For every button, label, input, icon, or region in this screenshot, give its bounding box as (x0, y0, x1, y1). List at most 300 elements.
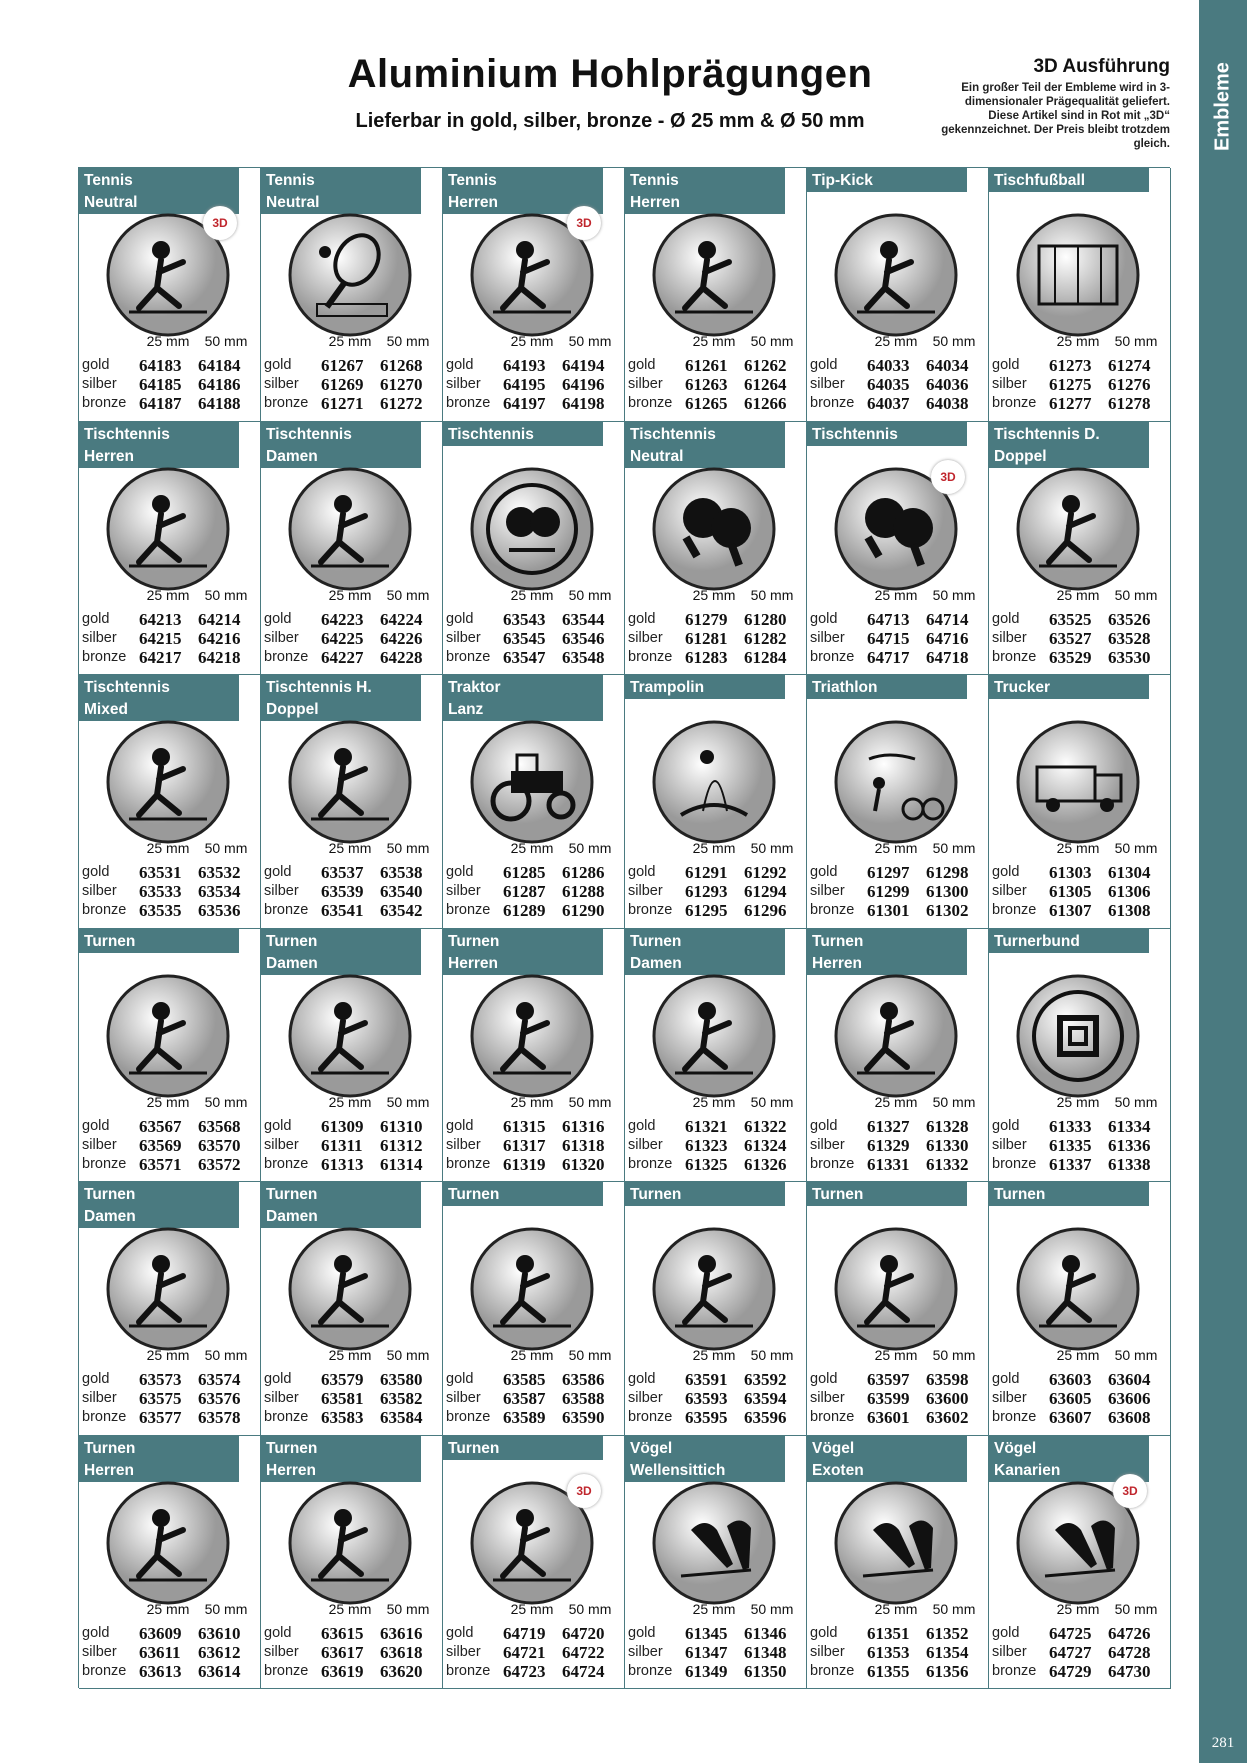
note-title: 3D Ausführung (1033, 56, 1170, 77)
article-number: 63616 (380, 1623, 423, 1643)
code-row (810, 1370, 988, 1389)
code-row (446, 394, 624, 413)
size-header (139, 333, 257, 349)
metal-label: silber (446, 883, 481, 899)
metal-label: bronze (992, 648, 1037, 665)
metal-label: bronze (446, 395, 491, 411)
size-header (867, 1347, 985, 1363)
article-number: 61293 (685, 882, 728, 901)
article-number: 61283 (685, 647, 728, 667)
article-number: 61317 (503, 1135, 546, 1155)
article-number: 61314 (380, 1154, 423, 1174)
metal-label: bronze (82, 1662, 127, 1679)
emblem-card (989, 929, 1171, 1183)
size-small-label: 25 mm (146, 586, 190, 603)
size-header (321, 1094, 439, 1110)
article-number: 63583 (321, 1408, 364, 1427)
article-number: 64036 (926, 375, 969, 394)
size-large-label: 50 mm (750, 586, 794, 603)
size-small-label: 25 mm (510, 840, 554, 856)
article-number: 61307 (1049, 901, 1092, 920)
code-row (810, 648, 988, 667)
article-number: 64714 (926, 609, 969, 629)
code-row (264, 610, 442, 629)
article-codes (628, 1370, 806, 1427)
emblem-card (79, 168, 261, 422)
metal-label: silber (810, 1643, 845, 1660)
size-large-label: 50 mm (386, 586, 430, 603)
article-number: 64717 (867, 647, 910, 667)
article-number: 63572 (198, 1154, 241, 1174)
metal-label: gold (264, 864, 292, 880)
metal-label: bronze (628, 648, 673, 665)
metal-label: gold (82, 357, 110, 373)
article-number: 61345 (685, 1623, 728, 1643)
metal-label: bronze (264, 395, 309, 411)
article-number: 63543 (503, 609, 546, 629)
size-header (867, 587, 985, 603)
turnerbund-icon (1015, 973, 1141, 1099)
article-number: 63619 (321, 1661, 364, 1681)
metal-label: bronze (264, 902, 309, 918)
size-large-label: 50 mm (750, 1347, 794, 1363)
article-number: 63590 (562, 1408, 605, 1427)
article-number: 61347 (685, 1642, 728, 1662)
article-number: 64038 (926, 394, 969, 413)
metal-label: gold (628, 357, 656, 373)
metal-label: silber (810, 1390, 845, 1406)
metal-label: gold (264, 357, 292, 373)
article-number: 64196 (562, 375, 605, 394)
metal-label: bronze (82, 395, 127, 411)
article-number: 64726 (1108, 1623, 1151, 1643)
article-number: 63580 (380, 1370, 423, 1389)
size-large-label: 50 mm (1114, 1093, 1158, 1110)
article-number: 61292 (744, 863, 787, 882)
size-large-label: 50 mm (204, 1347, 248, 1363)
code-row (82, 356, 260, 375)
article-number: 61294 (744, 882, 787, 901)
article-number: 61329 (867, 1135, 910, 1155)
article-codes (264, 610, 442, 667)
article-number: 61289 (503, 901, 546, 920)
article-codes (810, 1370, 988, 1427)
size-header (503, 1094, 621, 1110)
code-row (82, 1643, 260, 1662)
article-codes (264, 1117, 442, 1174)
emblem-title: Vögel Kanarien (989, 1436, 1149, 1482)
emblem-card (261, 168, 443, 422)
emblem-title: Turnerbund (989, 929, 1149, 953)
article-number: 61352 (926, 1623, 969, 1643)
article-number: 61273 (1049, 356, 1092, 375)
article-number: 63581 (321, 1389, 364, 1408)
code-row (446, 629, 624, 648)
metal-label: gold (264, 610, 292, 627)
article-number: 63532 (198, 863, 241, 882)
article-number: 63600 (926, 1389, 969, 1408)
metal-label: bronze (810, 902, 855, 918)
article-number: 61266 (744, 394, 787, 413)
metal-label: silber (264, 1136, 299, 1153)
code-row (628, 1155, 806, 1174)
article-number: 61280 (744, 609, 787, 629)
emblem-title: Tischtennis Mixed (79, 675, 239, 721)
size-small-label: 25 mm (874, 840, 918, 856)
article-codes (82, 1624, 260, 1681)
article-number: 61351 (867, 1623, 910, 1643)
metal-label: bronze (810, 395, 855, 411)
article-number: 61348 (744, 1642, 787, 1662)
metal-label: gold (810, 1371, 838, 1387)
size-small-label: 25 mm (328, 333, 372, 349)
size-small-label: 25 mm (874, 586, 918, 603)
article-number: 64186 (198, 375, 241, 394)
metal-label: silber (628, 629, 663, 646)
emblem-card (989, 675, 1171, 929)
metal-label: bronze (264, 1409, 309, 1425)
emblem-title: Trampolin (625, 675, 785, 699)
article-codes (82, 610, 260, 667)
article-number: 61349 (685, 1661, 728, 1681)
article-number: 61303 (1049, 863, 1092, 882)
article-number: 61336 (1108, 1135, 1151, 1155)
size-header (321, 1347, 439, 1363)
size-header (867, 840, 985, 856)
code-row (628, 648, 806, 667)
code-row (992, 648, 1170, 667)
metal-label: gold (264, 1371, 292, 1387)
article-number: 64216 (198, 628, 241, 648)
metal-label: silber (82, 629, 117, 646)
emblem-card (807, 929, 989, 1183)
size-large-label: 50 mm (932, 1093, 976, 1110)
size-large-label: 50 mm (932, 586, 976, 603)
metal-label: silber (810, 883, 845, 899)
gymnast-icon (833, 1226, 959, 1352)
metal-label: silber (992, 1390, 1027, 1406)
badge-3d: 3D (1113, 1474, 1147, 1508)
size-large-label: 50 mm (932, 1347, 976, 1363)
code-row (82, 1624, 260, 1643)
emblem-title: Turnen Damen (625, 929, 785, 975)
emblem-card (807, 1182, 989, 1436)
metal-label: bronze (446, 648, 491, 665)
article-number: 63607 (1049, 1408, 1092, 1427)
size-large-label: 50 mm (386, 333, 430, 349)
metal-label: gold (628, 864, 656, 880)
metal-label: silber (628, 1390, 663, 1406)
metal-label: silber (992, 1136, 1027, 1153)
size-header (139, 587, 257, 603)
code-row (992, 901, 1170, 920)
size-header (321, 840, 439, 856)
article-number: 61271 (321, 394, 364, 413)
gymnast-icon (1015, 1226, 1141, 1352)
metal-label: gold (810, 864, 838, 880)
article-number: 61350 (744, 1661, 787, 1681)
article-codes (992, 1370, 1170, 1427)
size-header (685, 1347, 803, 1363)
article-codes (264, 863, 442, 920)
code-row (264, 1370, 442, 1389)
triathlon-icon (833, 719, 959, 845)
article-number: 64037 (867, 394, 910, 413)
code-row (82, 1117, 260, 1136)
article-number: 64193 (503, 356, 546, 375)
article-number: 61267 (321, 356, 364, 375)
size-large-label: 50 mm (932, 1600, 976, 1617)
article-number: 61323 (685, 1135, 728, 1155)
code-row (992, 610, 1170, 629)
size-large-label: 50 mm (1114, 1600, 1158, 1617)
article-number: 63582 (380, 1389, 423, 1408)
article-number: 61310 (380, 1116, 423, 1136)
gymnast-icon (287, 1226, 413, 1352)
code-row (446, 1662, 624, 1681)
code-row (992, 1136, 1170, 1155)
article-codes (810, 356, 988, 413)
article-number: 63575 (139, 1389, 182, 1408)
code-row (992, 1624, 1170, 1643)
size-small-label: 25 mm (692, 1347, 736, 1363)
badge-3d: 3D (931, 460, 965, 494)
emblem-card (807, 168, 989, 422)
article-number: 61300 (926, 882, 969, 901)
size-large-label: 50 mm (568, 333, 612, 349)
code-row (446, 610, 624, 629)
code-row (446, 1389, 624, 1408)
code-row (446, 356, 624, 375)
article-codes (992, 610, 1170, 667)
code-row (628, 1370, 806, 1389)
gymnast-icon (105, 973, 231, 1099)
metal-label: silber (82, 883, 117, 899)
emblem-title: Turnen (443, 1182, 603, 1206)
size-large-label: 50 mm (568, 586, 612, 603)
code-row (264, 356, 442, 375)
code-row (628, 394, 806, 413)
emblem-card (625, 168, 807, 422)
size-small-label: 25 mm (146, 1600, 190, 1617)
size-large-label: 50 mm (568, 1093, 612, 1110)
size-large-label: 50 mm (386, 1093, 430, 1110)
metal-label: silber (810, 629, 845, 646)
article-number: 64215 (139, 628, 182, 648)
article-number: 63591 (685, 1370, 728, 1389)
emblem-title: Tischtennis H. Doppel (261, 675, 421, 721)
article-number: 63611 (139, 1642, 181, 1662)
size-header (1049, 1601, 1167, 1617)
code-row (628, 1662, 806, 1681)
metal-label: gold (992, 357, 1020, 373)
code-row (82, 901, 260, 920)
size-header (503, 840, 621, 856)
article-number: 63620 (380, 1661, 423, 1681)
article-number: 63606 (1108, 1389, 1151, 1408)
emblem-title: Tischtennis D. Doppel (989, 422, 1149, 468)
size-small-label: 25 mm (692, 333, 736, 349)
article-number: 64033 (867, 356, 910, 375)
article-number: 63592 (744, 1370, 787, 1389)
gymnast-icon (105, 1480, 231, 1606)
code-row (992, 1370, 1170, 1389)
code-row (82, 610, 260, 629)
size-small-label: 25 mm (146, 840, 190, 856)
emblem-title: Tennis Neutral (79, 168, 239, 214)
article-number: 61346 (744, 1623, 787, 1643)
size-large-label: 50 mm (568, 1600, 612, 1617)
table-tennis-doubles-icon (105, 719, 231, 845)
metal-label: gold (992, 1117, 1020, 1134)
metal-label: gold (810, 1624, 838, 1641)
size-large-label: 50 mm (204, 840, 248, 856)
article-number: 63541 (321, 901, 364, 920)
size-large-label: 50 mm (568, 1347, 612, 1363)
foosball-icon (1015, 212, 1141, 338)
size-header (867, 333, 985, 349)
metal-label: silber (628, 1136, 663, 1153)
metal-label: gold (628, 1624, 656, 1641)
metal-label: bronze (446, 1409, 491, 1425)
article-number: 63588 (562, 1389, 605, 1408)
sidebar-label: Embleme (1211, 62, 1234, 152)
metal-label: bronze (82, 648, 127, 665)
code-row (82, 1389, 260, 1408)
metal-label: bronze (82, 902, 127, 918)
metal-label: bronze (628, 1409, 673, 1425)
code-row (810, 1136, 988, 1155)
size-small-label: 25 mm (1056, 586, 1100, 603)
size-header (1049, 1347, 1167, 1363)
article-number: 63584 (380, 1408, 423, 1427)
code-row (82, 648, 260, 667)
gymnast-icon (105, 1226, 231, 1352)
code-row (446, 1117, 624, 1136)
size-header (503, 333, 621, 349)
article-number: 63544 (562, 609, 605, 629)
article-number: 63534 (198, 882, 241, 901)
article-number: 64195 (503, 375, 546, 394)
article-number: 61298 (926, 863, 969, 882)
article-number: 63538 (380, 863, 423, 882)
code-row (264, 375, 442, 394)
article-number: 61297 (867, 863, 910, 882)
article-codes (628, 610, 806, 667)
emblem-card (261, 422, 443, 676)
code-row (264, 1155, 442, 1174)
article-number: 64228 (380, 647, 423, 667)
code-row (810, 610, 988, 629)
size-large-label: 50 mm (204, 333, 248, 349)
code-row (82, 629, 260, 648)
emblem-card (261, 1436, 443, 1690)
size-small-label: 25 mm (692, 840, 736, 856)
tractor-icon (469, 719, 595, 845)
metal-label: bronze (628, 395, 673, 411)
article-number: 63585 (503, 1370, 546, 1389)
metal-label: gold (446, 357, 474, 373)
metal-label: gold (446, 610, 474, 627)
emblem-card (79, 1436, 261, 1690)
metal-label: silber (264, 629, 299, 646)
code-row (810, 1643, 988, 1662)
code-row (264, 1624, 442, 1643)
metal-label: bronze (810, 1662, 855, 1679)
article-number: 61327 (867, 1116, 910, 1136)
size-header (1049, 840, 1167, 856)
article-number: 64729 (1049, 1661, 1092, 1681)
emblem-card (625, 422, 807, 676)
metal-label: silber (82, 1390, 117, 1406)
size-small-label: 25 mm (146, 1093, 190, 1110)
article-number: 63608 (1108, 1408, 1151, 1427)
code-row (992, 1662, 1170, 1681)
article-number: 63536 (198, 901, 241, 920)
trampoline-icon (651, 719, 777, 845)
size-small-label: 25 mm (874, 1600, 918, 1617)
metal-label: bronze (446, 1662, 491, 1679)
article-number: 61312 (380, 1135, 423, 1155)
article-number: 61337 (1049, 1154, 1092, 1174)
metal-label: gold (82, 1117, 110, 1134)
article-number: 63598 (926, 1370, 969, 1389)
article-number: 63533 (139, 882, 182, 901)
metal-label: silber (446, 1643, 481, 1660)
size-large-label: 50 mm (750, 1600, 794, 1617)
article-number: 63594 (744, 1389, 787, 1408)
code-row (82, 394, 260, 413)
article-number: 61282 (744, 628, 787, 648)
article-codes (992, 863, 1170, 920)
emblem-title: Trucker (989, 675, 1149, 699)
article-number: 61324 (744, 1135, 787, 1155)
article-number: 61315 (503, 1116, 546, 1136)
article-number: 64227 (321, 647, 364, 667)
size-header (685, 333, 803, 349)
article-number: 61290 (562, 901, 605, 920)
metal-label: silber (264, 1390, 299, 1406)
article-number: 64223 (321, 609, 364, 629)
article-number: 63568 (198, 1116, 241, 1136)
article-number: 63530 (1108, 647, 1151, 667)
emblem-card (625, 929, 807, 1183)
article-number: 64194 (562, 356, 605, 375)
emblem-title: Tennis Neutral (261, 168, 421, 214)
article-codes (446, 1624, 624, 1681)
code-row (810, 1408, 988, 1427)
emblem-card (443, 675, 625, 929)
metal-label: bronze (810, 1155, 855, 1172)
emblem-title: Turnen Damen (79, 1182, 239, 1228)
article-number: 61270 (380, 375, 423, 394)
article-number: 64727 (1049, 1642, 1092, 1662)
code-row (264, 1408, 442, 1427)
code-row (992, 1408, 1170, 1427)
size-header (321, 587, 439, 603)
metal-label: silber (992, 376, 1027, 392)
metal-label: bronze (992, 1155, 1037, 1172)
emblem-card (625, 1182, 807, 1436)
article-codes (446, 356, 624, 413)
code-row (628, 863, 806, 882)
article-number: 61335 (1049, 1135, 1092, 1155)
note-text: Ein großer Teil der Embleme wird in 3-dimensionaler Prägequalität geliefert. Diese Artikel sind in Rot mit „3D“ gekennzeichnet. Der Preis bleibt trotzdem gleich. (941, 82, 1170, 150)
article-number: 63525 (1049, 609, 1092, 629)
article-number: 64724 (562, 1661, 605, 1681)
article-number: 63614 (198, 1661, 241, 1681)
article-number: 61277 (1049, 394, 1092, 413)
